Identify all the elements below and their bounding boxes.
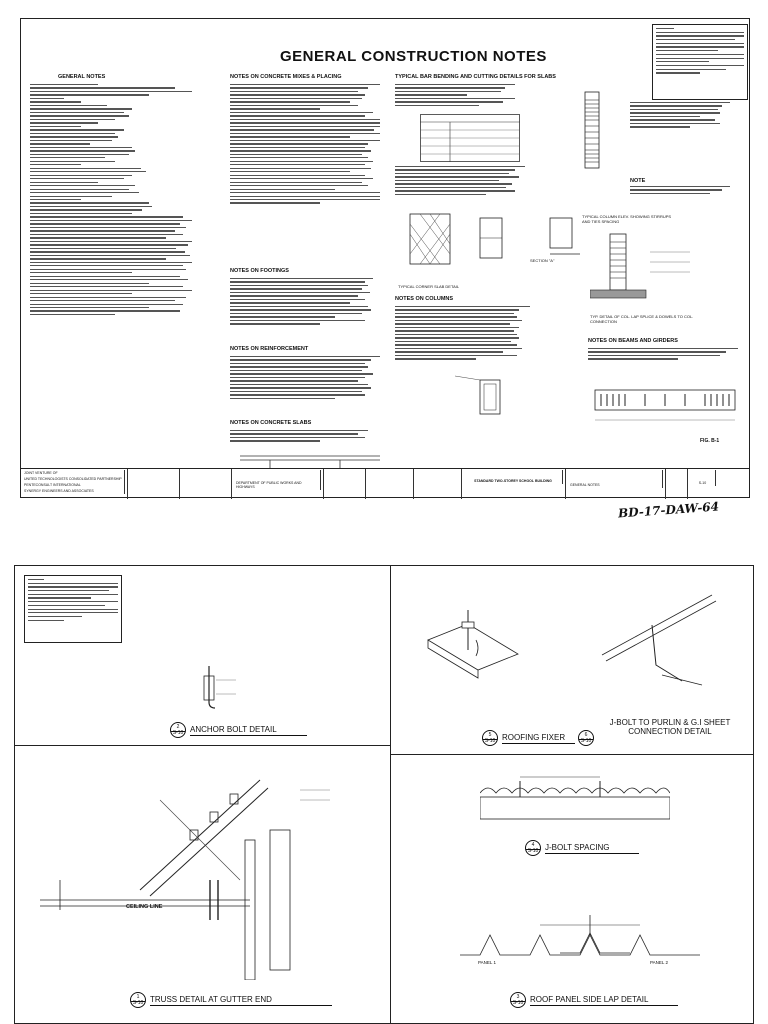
ceiling-line-label: CEILING LINE	[126, 904, 163, 910]
footings-text	[230, 278, 380, 325]
slab-section-sketch	[240, 450, 380, 468]
title-block-firm: JOINT VENTURE OF UNITED TECHNOLOGISTS CONSOLIDATED PARTNERSHIP PENTECONSULT INTERNATIONAL SYNERGY ENGINEERS AND ASSOCIATES	[20, 469, 128, 499]
column-elevation-label: TYPICAL COLUMN ELEV. SHOWING STIRRUPS AND TIES SPACING	[582, 214, 672, 224]
divider	[14, 745, 390, 746]
lap-splice-drawing	[590, 232, 700, 312]
truss-gutter-drawing	[40, 770, 340, 980]
detail-title-6: J-BOLT TO PURLIN & G.I SHEET CONNECTION DETAIL	[609, 718, 731, 736]
divider	[390, 754, 754, 755]
columns-text	[395, 306, 530, 360]
detail-caption-1: 1 S-10 TRUSS DETAIL AT GUTTER END	[130, 992, 332, 1008]
detail-bubble: 4 S-10	[525, 840, 541, 856]
j-bolt-purlin-drawing	[592, 585, 732, 695]
title-block	[20, 468, 750, 499]
bar-bending-text	[395, 84, 515, 106]
note-heading: NOTE	[630, 178, 646, 184]
divider	[390, 565, 391, 1024]
concrete-mixes-text	[230, 84, 380, 204]
reinforcement-text	[230, 356, 380, 399]
detail-bubble: 1 S-10	[130, 992, 146, 1008]
panel-2-label: PANEL 2	[650, 960, 669, 965]
note-box	[652, 24, 748, 100]
figure-label: FIG. B-1	[700, 438, 720, 444]
section-heading-concrete-slabs: NOTES ON CONCRETE SLABS	[230, 420, 312, 426]
handwritten-signature: BD-17-DAW-64	[617, 499, 720, 521]
panel-1-label: PANEL 1	[478, 960, 497, 965]
note-box	[24, 575, 122, 643]
title-block-dept: DEPARTMENT OF PUBLIC WORKS AND HIGHWAYS	[232, 469, 324, 499]
sheet-title: GENERAL CONSTRUCTION NOTES	[280, 48, 547, 65]
column-note-text	[630, 186, 730, 194]
title-block-contents: GENERAL NOTES	[566, 469, 666, 499]
detail-caption-6	[578, 730, 594, 746]
title-block-sheet-no: S-10	[688, 469, 718, 499]
section-heading-beams-girders: NOTES ON BEAMS AND GIRDERS	[588, 338, 678, 344]
column-tie-sketch	[455, 370, 525, 430]
detail-bubble: 3 S-10	[510, 992, 526, 1008]
section-heading-concrete-mixes: NOTES ON CONCRETE MIXES & PLACING	[230, 74, 342, 80]
section-heading-columns: NOTES ON COLUMNS	[395, 296, 454, 302]
lap-splice-label: TYP. DETAIL OF COL. LAP SPLICE & DOWELS TO COL. CONNECTION	[590, 314, 694, 324]
detail-caption-4: 4 S-10 J-BOLT SPACING	[525, 840, 639, 856]
detail-bubble: 2 S-10	[170, 722, 186, 738]
j-bolt-spacing-drawing	[480, 775, 670, 835]
column-elevation-drawing	[575, 90, 625, 170]
section-heading-general-notes: GENERAL NOTES	[58, 74, 106, 80]
section-a-label: SECTION "A"	[530, 258, 555, 263]
corner-slab-label: TYPICAL CORNER SLAB DETAIL	[398, 284, 460, 289]
beams-girders-text	[588, 348, 738, 360]
roof-panel-lap-drawing	[460, 905, 700, 965]
roofing-fixer-drawing	[418, 600, 528, 690]
general-notes-text	[30, 84, 200, 315]
section-heading-bar-bending: TYPICAL BAR BENDING AND CUTTING DETAILS FOR SLABS	[395, 74, 556, 80]
column-elevation-notes	[630, 102, 730, 128]
detail-caption-2: 2 S-10 ANCHOR BOLT DETAIL	[170, 722, 307, 738]
detail-caption-3: 3 S-10 ROOF PANEL SIDE LAP DETAIL	[510, 992, 678, 1008]
beam-girder-drawing	[585, 376, 740, 436]
concrete-slabs-text	[230, 430, 380, 442]
detail-bubble: 6 S-10	[578, 730, 594, 746]
minimum-splice-table	[420, 114, 520, 162]
detail-caption-5: 5 S-10 ROOFING FIXER	[482, 730, 575, 746]
section-heading-reinforcement: NOTES ON REINFORCEMENT	[230, 346, 309, 352]
detail-bubble: 5 S-10	[482, 730, 498, 746]
corner-slab-detail-drawing	[400, 204, 590, 284]
section-heading-footings: NOTES ON FOOTINGS	[230, 268, 289, 274]
title-block-project: STANDARD TWO-STOREY SCHOOL BUILDING	[462, 469, 566, 499]
bar-bending-notes	[395, 166, 525, 195]
anchor-bolt-drawing	[186, 660, 246, 720]
